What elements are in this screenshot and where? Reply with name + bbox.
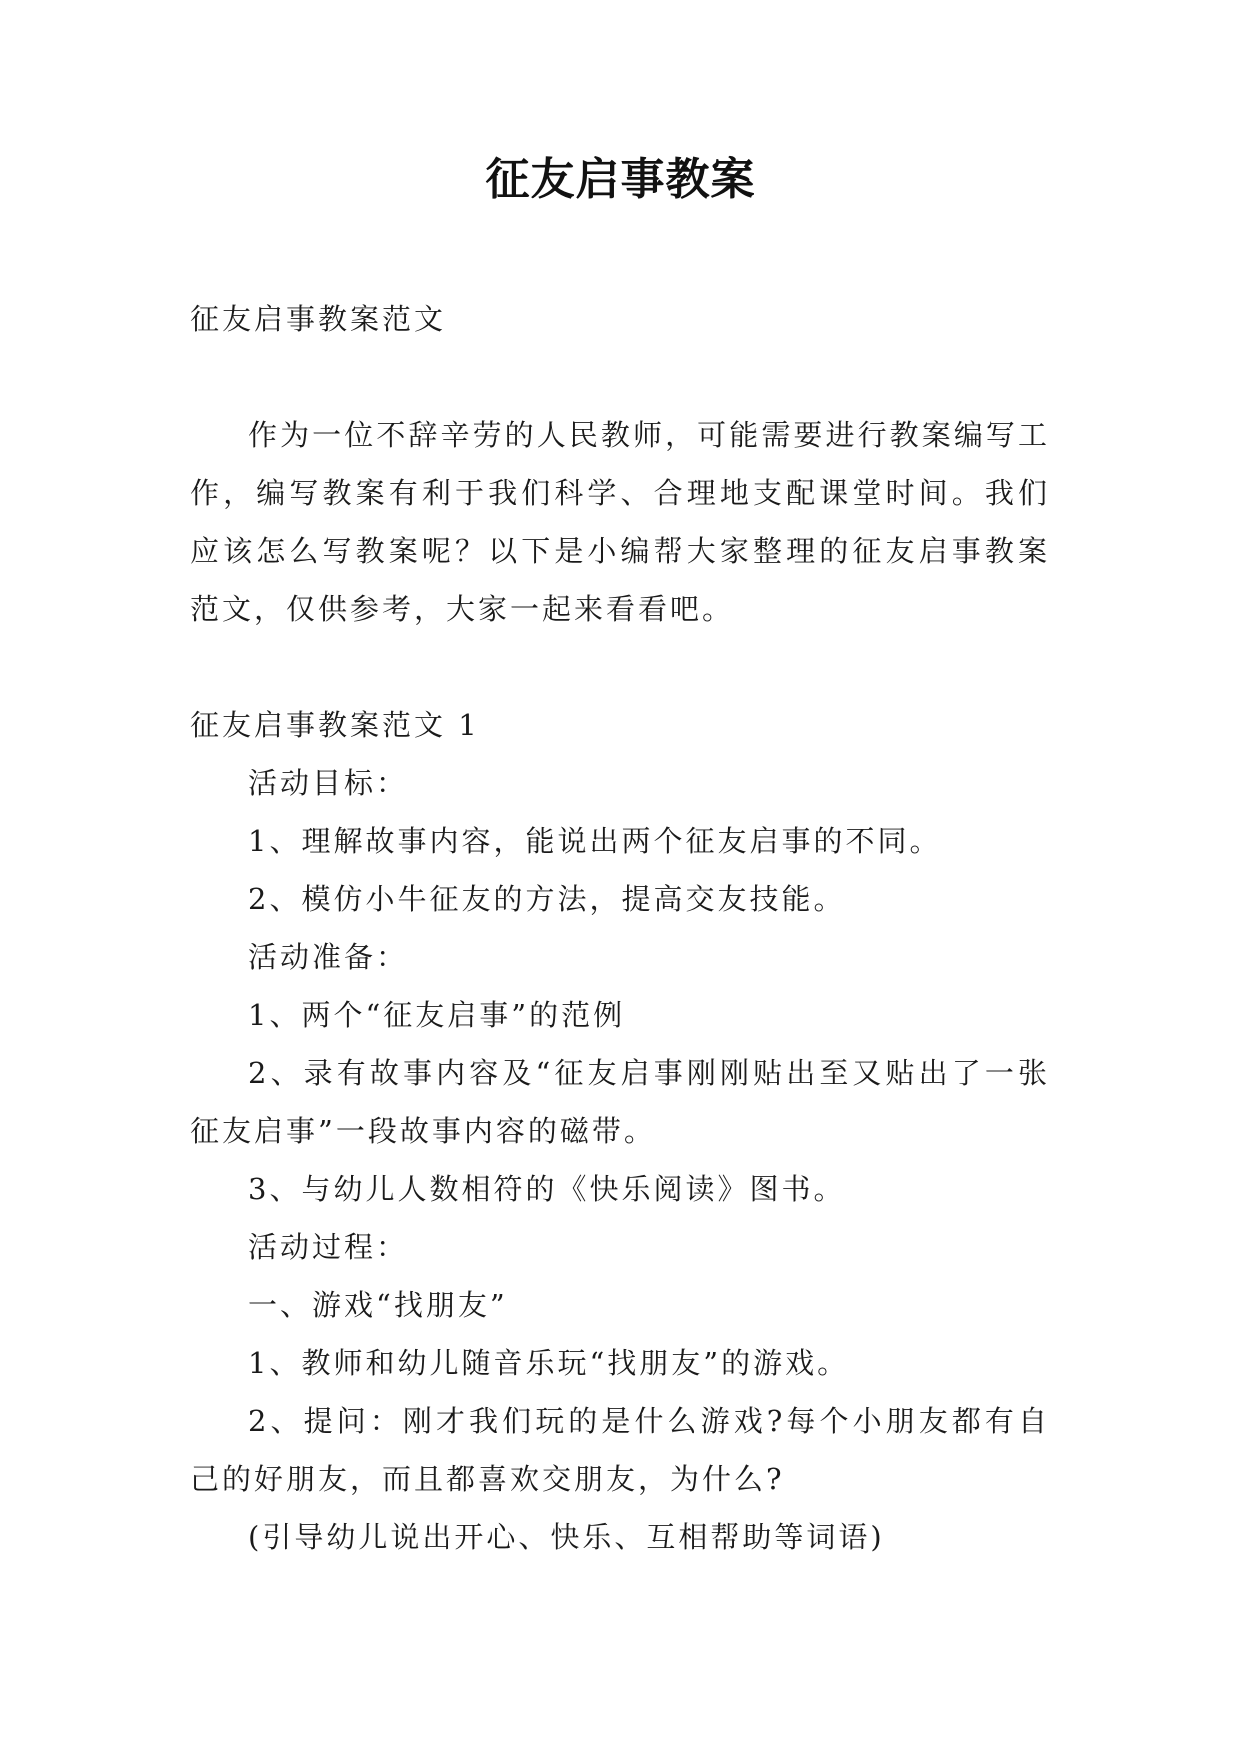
paragraph: 3、与幼儿人数相符的《快乐阅读》图书。 [248,1172,846,1206]
paragraph: 活动目标： [248,766,409,800]
paragraph: 2、模仿小牛征友的方法，提高交友技能。 [248,882,846,916]
document-body [190,290,1050,1566]
section-heading: 征友启事教案范文 1 [190,708,480,742]
paragraph: 2、提问：刚才我们玩的是什么游戏?每个小朋友都有自己的好朋友，而且都喜欢交朋友，为什么? [190,1404,1050,1496]
document-subtitle: 征友启事教案范文 [190,302,447,336]
paragraph: 活动过程： [248,1230,409,1264]
paragraph: 1、理解故事内容，能说出两个征友启事的不同。 [248,824,942,858]
document-title: 征友启事教案 [485,154,756,205]
paragraph: 活动准备： [248,940,409,974]
paragraph: 1、两个“征友启事”的范例 [248,998,626,1032]
intro-paragraph: 作为一位不辞辛劳的人民教师，可能需要进行教案编写工作，编写教案有利于我们科学、合理地支配课堂时间。我们应该怎么写教案呢？以下是小编帮大家整理的征友启事教案范文，仅供参考，大家一起来看看吧。 [190,418,1050,626]
paragraph: 1、教师和幼儿随音乐玩“找朋友”的游戏。 [248,1346,850,1380]
paragraph: 2、录有故事内容及“征友启事刚刚贴出至又贴出了一张征友启事”一段故事内容的磁带。 [190,1056,1050,1148]
paragraph: (引导幼儿说出开心、快乐、互相帮助等词语) [248,1520,885,1554]
paragraph: 一、游戏“找朋友” [248,1288,508,1322]
